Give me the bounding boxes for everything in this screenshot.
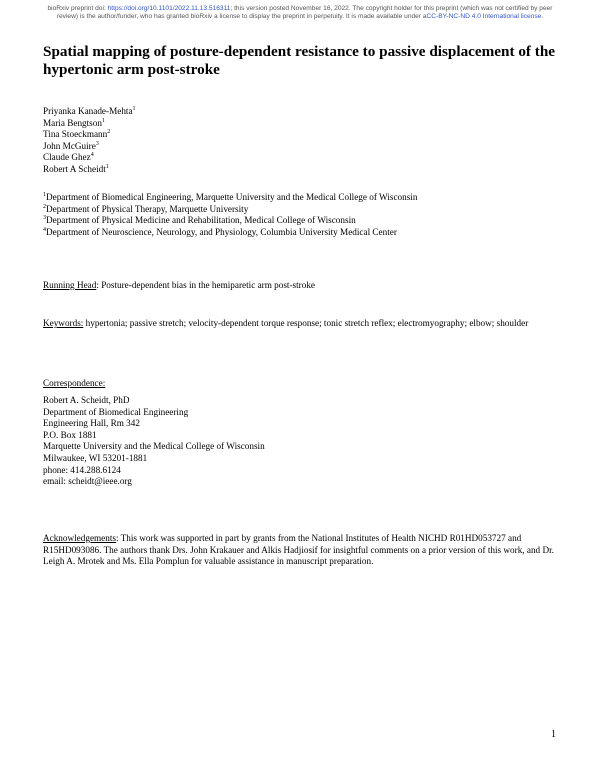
correspondence-line: Engineering Hall, Rm 342 [43, 418, 140, 429]
preprint-notice [40, 5, 560, 21]
correspondence-line: Department of Biomedical Engineering [43, 406, 189, 417]
correspondence-line: Marquette University and the Medical College of Wisconsin [43, 441, 265, 452]
acknowledgements-label: Acknowledgements [43, 533, 116, 543]
author-affil-mark: 2 [107, 129, 111, 136]
affiliation-item [43, 215, 417, 227]
author-item [43, 129, 136, 141]
author-item [43, 141, 136, 153]
correspondence-block [43, 395, 265, 488]
preprint-middle: ; this version posted November 16, 2022. The copyright holder for this preprint (which was not certified by peer review) is the author/funder, who has granted bioRxiv a license to display the preprint in perpetuity. It is made available under a [56, 5, 553, 20]
author-affil-mark: 4 [90, 152, 94, 159]
author-item [43, 152, 136, 164]
affiliation-text: Department of Physical Medicine and Rehabilitation, Medical College of Wisconsin [46, 215, 356, 226]
author-name: John McGuire [43, 140, 96, 151]
affiliation-mark: 4 [43, 226, 46, 233]
acknowledgements-text: : This work was supported in part by grants from the National Institutes of Health NICHD R01HD053727 and R15HD093086. The authors thank Drs. John Krakauer and Alkis Hadjiosif for insightful comments on a prior version of this work, and Dr. Leigh A. Mrotek and Ms. Ella Pomplun for valuable assistance in manuscript preparation. [43, 533, 554, 567]
correspondence-line: Milwaukee, WI 53201-1881 [43, 452, 148, 463]
author-item [43, 106, 136, 118]
affiliation-item [43, 227, 417, 239]
doi-link[interactable]: https://doi.org/10.1101/2022.11.13.516311 [107, 5, 231, 12]
author-affil-mark: 3 [95, 140, 99, 147]
preprint-prefix: bioRxiv preprint doi: [47, 5, 108, 12]
author-name: Tina Stoeckmann [43, 129, 108, 140]
affiliation-mark: 2 [43, 203, 46, 210]
correspondence-line: P.O. Box 1881 [43, 429, 97, 440]
affiliation-text: Department of Physical Therapy, Marquette University [46, 203, 249, 214]
author-affil-mark: 1 [101, 117, 105, 124]
paper-title: Spatial mapping of posture-dependent resistance to passive displacement of the hypertonic arm post-stroke [43, 43, 556, 78]
affiliation-item [43, 192, 417, 204]
author-affil-mark: 1 [132, 105, 136, 112]
correspondence-label: Correspondence: [43, 378, 106, 388]
keywords-label: Keywords: [43, 318, 84, 328]
affiliation-item [43, 204, 417, 216]
author-affil-mark: 1 [105, 163, 109, 170]
author-name: Maria Bengtson [43, 117, 102, 128]
author-item [43, 118, 136, 130]
running-head-label: Running Head [43, 280, 97, 290]
correspondence-line: Robert A. Scheidt, PhD [43, 395, 130, 405]
correspondence-heading [43, 378, 105, 390]
affiliation-list [43, 192, 417, 238]
correspondence-line: phone: 414.288.6124 [43, 464, 121, 475]
keywords-text: hypertonia; passive stretch; velocity-dependent torque response; tonic stretch reflex; electromyography; elbow; shoulder [83, 318, 529, 328]
acknowledgements [43, 533, 555, 568]
affiliation-mark: 1 [43, 191, 46, 198]
correspondence-email[interactable]: email: scheidt@ieee.org [43, 476, 132, 487]
preprint-suffix: . [541, 12, 544, 20]
affiliation-text: Department of Neuroscience, Neurology, and Physiology, Columbia University Medical Center [46, 226, 397, 237]
keywords [43, 318, 553, 330]
affiliation-text: Department of Biomedical Engineering, Marquette University and the Medical College of Wisconsin [46, 192, 418, 202]
author-name: Priyanka Kanade-Mehta [43, 106, 133, 116]
author-name: Robert A Scheidt [43, 163, 106, 174]
author-item [43, 164, 136, 176]
affiliation-mark: 3 [43, 215, 46, 222]
license-link[interactable]: CC-BY-NC-ND 4.0 International license [426, 12, 542, 20]
page-number: 1 [551, 729, 556, 740]
running-head [43, 280, 315, 292]
running-head-text: : Posture-dependent bias in the hemiparetic arm post-stroke [96, 280, 315, 290]
author-name: Claude Ghez [43, 152, 91, 163]
author-list [43, 106, 136, 176]
